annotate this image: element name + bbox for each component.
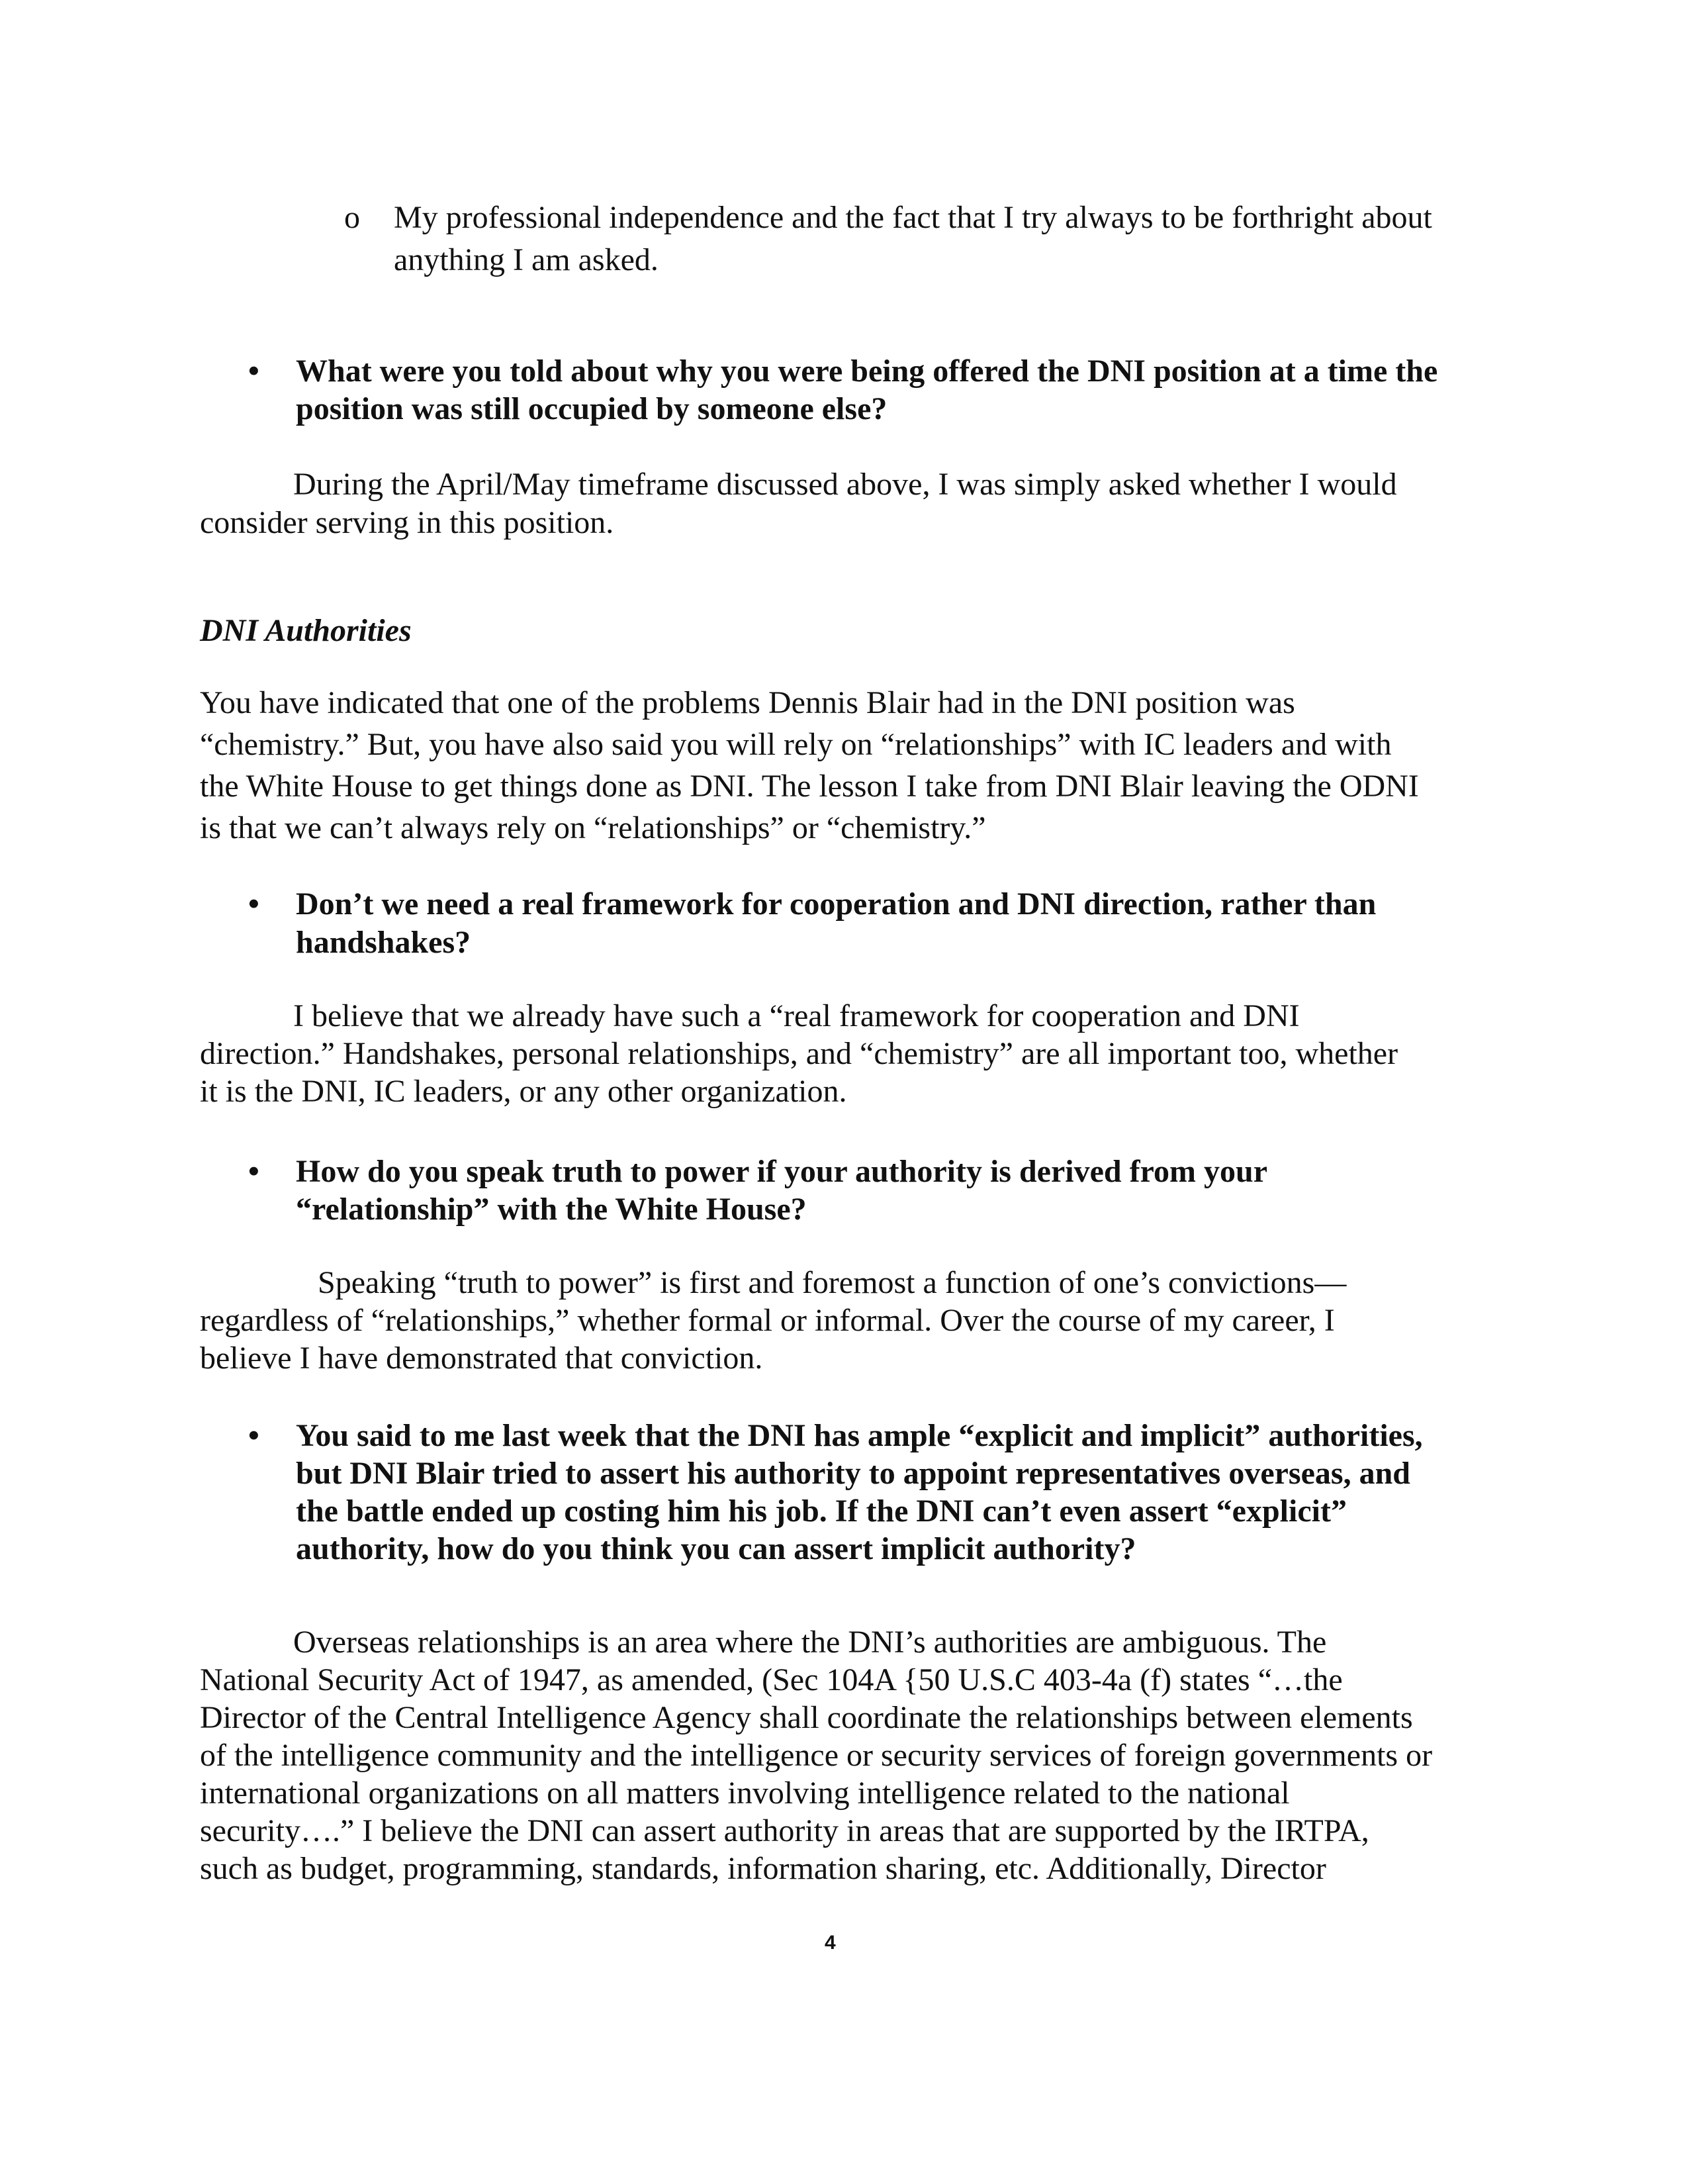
text-line: What were you told about why you were being offered the DNI position at a time the — [296, 354, 1438, 389]
text-line: “chemistry.” But, you have also said you will rely on “relationships” with IC leaders and with — [200, 727, 1392, 762]
text-line: Director of the Central Intelligence Agency shall coordinate the relationships between elements — [200, 1700, 1413, 1735]
text-line: DNI Authorities — [200, 613, 412, 648]
answer-dni-offer — [200, 465, 1477, 542]
text-line: handshakes? — [296, 925, 471, 960]
text-line: but DNI Blair tried to assert his authority to appoint representatives overseas, and — [296, 1456, 1410, 1491]
text-line: During the April/May timeframe discussed above, I was simply asked whether I would — [293, 467, 1397, 502]
bullet-marker: • — [248, 354, 259, 389]
question-framework — [248, 885, 1573, 962]
answer-framework — [200, 997, 1477, 1110]
text-line: Speaking “truth to power” is first and foremost a function of one’s convictions— — [318, 1265, 1347, 1300]
intro-paragraph — [200, 682, 1477, 849]
text-line: believe I have demonstrated that conviction. — [200, 1341, 763, 1376]
question-authorities — [248, 1417, 1573, 1568]
text-line: of the intelligence community and the intelligence or security services of foreign governments or — [200, 1738, 1433, 1773]
text-line: the White House to get things done as DNI. The lesson I take from DNI Blair leaving the ODNI — [200, 769, 1419, 804]
text-line: My professional independence and the fact that I try always to be forthright about — [394, 200, 1432, 235]
sub-bullet-marker: o — [344, 200, 360, 235]
text-line: Overseas relationships is an area where the DNI’s authorities are ambiguous. The — [293, 1625, 1327, 1660]
sub-bullet-answer — [344, 197, 1671, 281]
text-line: security….” I believe the DNI can assert authority in areas that are supported by the IRTPA, — [200, 1813, 1369, 1848]
text-line: You said to me last week that the DNI has ample “explicit and implicit” authorities, — [296, 1418, 1423, 1453]
text-line: consider serving in this position. — [200, 505, 614, 540]
text-line: anything I am asked. — [394, 242, 659, 277]
bullet-marker: • — [248, 1418, 259, 1453]
answer-truth-to-power — [200, 1264, 1477, 1377]
bullet-marker: • — [248, 886, 259, 922]
answer-authorities — [200, 1623, 1477, 1887]
text-line: is that we can’t always rely on “relationships” or “chemistry.” — [200, 810, 986, 845]
text-line: such as budget, programming, standards, information sharing, etc. Additionally, Director — [200, 1851, 1326, 1886]
text-line: international organizations on all matters involving intelligence related to the national — [200, 1776, 1290, 1811]
text-line: the battle ended up costing him his job. If the DNI can’t even assert “explicit” — [296, 1494, 1347, 1529]
text-line: direction.” Handshakes, personal relationships, and “chemistry” are all important too, whether — [200, 1036, 1398, 1071]
text-line: regardless of “relationships,” whether formal or informal. Over the course of my career, I — [200, 1303, 1335, 1338]
text-line: authority, how do you think you can assert implicit authority? — [296, 1531, 1136, 1566]
bullet-marker: • — [248, 1154, 259, 1189]
text-line: You have indicated that one of the problems Dennis Blair had in the DNI position was — [200, 685, 1295, 720]
text-line: How do you speak truth to power if your authority is derived from your — [296, 1154, 1268, 1189]
text-line: it is the DNI, IC leaders, or any other organization. — [200, 1074, 847, 1109]
question-dni-offer — [248, 352, 1573, 428]
text-line: position was still occupied by someone else? — [296, 391, 888, 426]
text-line: “relationship” with the White House? — [296, 1192, 807, 1227]
page-number: 4 — [825, 1932, 836, 1954]
text-line: Don’t we need a real framework for cooperation and DNI direction, rather than — [296, 886, 1377, 922]
section-heading — [200, 611, 1477, 651]
question-truth-to-power — [248, 1153, 1573, 1228]
text-line: National Security Act of 1947, as amended, (Sec 104A {50 U.S.C 403-4a (f) states “…the — [200, 1662, 1343, 1697]
text-line: I believe that we already have such a “real framework for cooperation and DNI — [293, 998, 1300, 1033]
